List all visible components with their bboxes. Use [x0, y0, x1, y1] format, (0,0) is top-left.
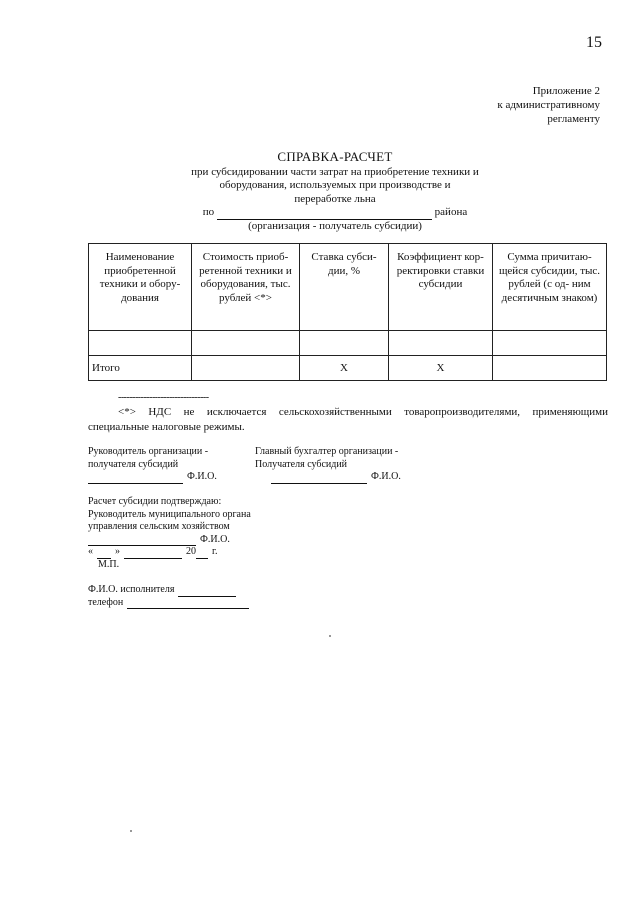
document-title-block — [100, 150, 570, 233]
title-subline-3: переработке льна — [294, 192, 376, 205]
header-equipment-cost: Стоимость приоб- ретенной техники и оборудования, тыс. рублей <*> — [192, 244, 300, 331]
subsidy-calculation-table — [88, 243, 607, 381]
header-subsidy-rate: Ставка субси- дии, % — [300, 244, 389, 331]
year-suffix: г. — [212, 546, 218, 557]
footnote-rule: -------------------------------- — [118, 392, 209, 403]
scan-speck — [329, 635, 331, 637]
quote-close: » — [115, 546, 120, 557]
header-correction-coefficient: Коэффициент кор- ректировки ставки субсидии — [389, 244, 493, 331]
confirm-line-1: Расчет субсидии подтверждаю: — [88, 496, 222, 507]
signature-left-line-1: Руководитель организации - — [88, 446, 209, 457]
table-cell[interactable] — [300, 331, 389, 356]
table-total-row — [89, 356, 607, 381]
table-header-row — [89, 244, 607, 331]
executor-block — [88, 584, 288, 609]
year-field[interactable] — [196, 548, 208, 559]
annex-line-1: Приложение 2 — [532, 85, 600, 97]
signature-line[interactable] — [271, 473, 367, 484]
confirm-line-3: управления сельским хозяйством — [88, 521, 230, 532]
organization-note: (организация - получатель субсидии) — [248, 219, 422, 232]
po-label: по — [202, 206, 215, 218]
month-field[interactable] — [124, 548, 182, 559]
signature-chief-accountant — [255, 446, 455, 484]
signature-right-line-1: Главный бухгалтер организации - — [255, 446, 399, 457]
annex-line-3: регламенту — [547, 113, 600, 125]
fio-label: Ф.И.О. — [371, 471, 401, 482]
table-cell[interactable] — [493, 356, 607, 381]
executor-phone-row — [88, 597, 288, 610]
x-mark: X — [300, 356, 389, 381]
footnote-text: <*> НДС не исключается сельскохозяйственными товаропроизводителями, применяющими специальные налоговые режимы. — [88, 406, 608, 433]
executor-phone-label: телефон — [88, 596, 124, 608]
seal-mark: М.П. — [98, 558, 120, 570]
header-subsidy-amount: Сумма причитаю- щейся субсидии, тыс. рублей (с од- ним десятичным знаком) — [493, 244, 607, 331]
table-cell[interactable] — [192, 356, 300, 381]
signature-line[interactable] — [88, 473, 183, 484]
fio-label: Ф.И.О. — [187, 471, 217, 482]
table-row — [89, 331, 607, 356]
annex-line-2: к административному — [497, 99, 600, 111]
year-prefix: 20 — [186, 546, 196, 557]
scan-speck — [130, 830, 132, 832]
table-cell[interactable] — [192, 331, 300, 356]
subsidy-confirmation-block — [88, 496, 328, 571]
document-title: СПРАВКА-РАСЧЕТ — [277, 149, 393, 164]
district-blank-field[interactable] — [217, 208, 432, 220]
district-line — [100, 206, 570, 220]
confirm-line-2: Руководитель муниципального органа — [88, 508, 251, 520]
annex-reference — [497, 84, 600, 126]
signature-left-fio-row — [88, 471, 253, 484]
header-equipment-name: Наименование приобретенной техники и обору- дования — [89, 244, 192, 331]
title-subline-2: оборудования, используемых при производстве и — [219, 179, 451, 191]
page-number: 15 — [586, 34, 602, 51]
signature-line[interactable] — [88, 535, 196, 546]
table-cell[interactable] — [493, 331, 607, 356]
date-row — [88, 546, 328, 559]
quote-open: « — [88, 546, 93, 557]
table-cell[interactable] — [89, 331, 192, 356]
rayon-label: района — [434, 206, 468, 218]
confirm-fio-row — [88, 534, 328, 547]
day-field[interactable] — [97, 548, 111, 559]
title-subline-1: при субсидировании части затрат на приобретение техники и — [191, 165, 479, 178]
executor-name-field[interactable] — [178, 586, 236, 597]
total-label: Итого — [89, 356, 192, 381]
signature-right-fio-row — [255, 471, 455, 484]
signature-head-of-organization — [88, 446, 253, 484]
x-mark: X — [389, 356, 493, 381]
executor-name-row — [88, 584, 288, 597]
executor-fio-label: Ф.И.О. исполнителя — [88, 584, 175, 595]
executor-phone-field[interactable] — [127, 598, 249, 609]
fio-label: Ф.И.О. — [200, 533, 230, 545]
table-cell[interactable] — [389, 331, 493, 356]
signature-right-line-2: Получателя субсидий — [255, 458, 348, 470]
signature-left-line-2: получателя субсидий — [88, 458, 179, 470]
